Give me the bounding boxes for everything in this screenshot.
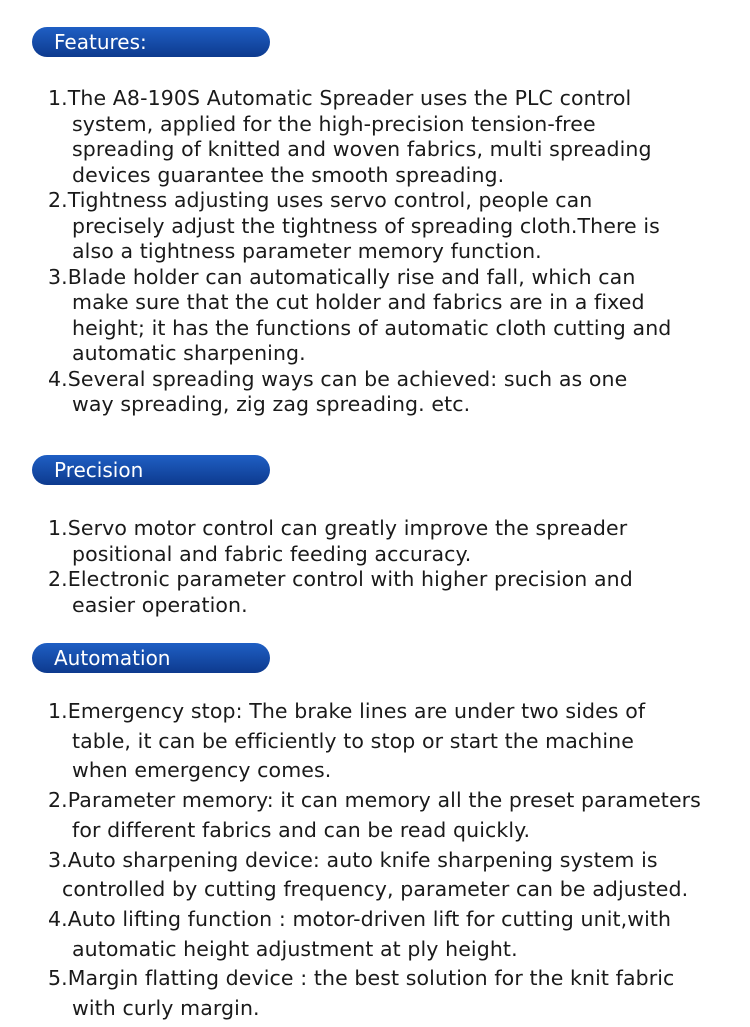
list-item	[0, 86, 671, 188]
item-text-line: Electronic parameter control with higher precision and	[67, 567, 633, 591]
features-list	[0, 86, 671, 418]
section-title: Features:	[54, 30, 147, 54]
item-number: 2.	[48, 567, 68, 591]
item-text-line: table, it can be efficiently to stop or start the machine	[72, 728, 634, 753]
item-text-line: precisely adjust the tightness of spreading cloth.There is	[72, 213, 660, 238]
item-text-line: Auto lifting function : motor-driven lift for cutting unit,with	[67, 906, 672, 931]
item-text-line: also a tightness parameter memory function.	[72, 239, 542, 263]
item-number: 1.	[48, 699, 68, 723]
item-text-line: automatic sharpening.	[72, 341, 306, 365]
precision-list	[0, 516, 633, 618]
list-item	[0, 367, 671, 418]
item-text-line: height; it has the functions of automatic cloth cutting and	[72, 315, 672, 340]
item-text-line: Margin flatting device : the best solution for the knit fabric	[67, 966, 675, 991]
item-number: 3.	[48, 264, 68, 289]
automation-list	[0, 697, 701, 1024]
section-title: Precision	[54, 458, 144, 482]
list-item	[0, 697, 701, 786]
item-text-line: automatic height adjustment at ply height.	[72, 936, 518, 961]
item-text-line: when emergency comes.	[72, 758, 332, 783]
item-number: 4.	[48, 366, 68, 391]
section-header-precision	[32, 455, 270, 485]
item-number: 1.	[48, 86, 68, 110]
item-number: 5.	[48, 966, 68, 991]
item-text-line: Emergency stop: The brake lines are under two sides of	[67, 699, 646, 723]
item-text-line: system, applied for the high-precision tension-free	[72, 111, 596, 136]
item-text-line: The A8-190S Automatic Spreader uses the PLC control	[67, 86, 632, 110]
list-item	[0, 905, 701, 964]
item-text-line: make sure that the cut holder and fabrics are in a fixed	[72, 290, 645, 314]
list-item	[0, 265, 671, 367]
item-number: 3.	[48, 847, 68, 872]
item-text-line: Tightness adjusting uses servo control, people can	[67, 188, 593, 212]
item-text-line: Several spreading ways can be achieved: such as one	[67, 366, 628, 391]
list-item	[0, 516, 633, 567]
list-item	[0, 964, 701, 1023]
list-item	[0, 846, 701, 905]
item-text-line: Blade holder can automatically rise and fall, which can	[67, 264, 636, 289]
section-header-features	[32, 27, 270, 57]
item-text-line: for different fabrics and can be read quickly.	[72, 817, 531, 842]
list-item	[0, 786, 701, 845]
list-item	[0, 567, 633, 618]
item-text-line: way spreading, zig zag spreading. etc.	[72, 392, 471, 416]
item-number: 2.	[48, 788, 68, 813]
item-text-line: devices guarantee the smooth spreading.	[72, 162, 505, 187]
item-text-line: easier operation.	[72, 592, 248, 617]
list-item	[0, 188, 671, 265]
item-text-line: Auto sharpening device: auto knife sharpening system is	[67, 847, 658, 872]
section-title: Automation	[54, 646, 171, 670]
item-number: 1.	[48, 516, 68, 540]
item-text-line: Servo motor control can greatly improve the spreader	[67, 516, 628, 540]
item-text-line: positional and fabric feeding accuracy.	[72, 541, 472, 566]
section-header-automation	[32, 643, 270, 673]
item-text-line: spreading of knitted and woven fabrics, multi spreading	[72, 137, 652, 161]
item-number: 4.	[48, 906, 68, 931]
item-number: 2.	[48, 188, 68, 212]
item-text-line: with curly margin.	[72, 996, 260, 1021]
item-text-line: controlled by cutting frequency, parameter can be adjusted.	[62, 877, 689, 902]
item-text-line: Parameter memory: it can memory all the preset parameters	[67, 788, 701, 813]
